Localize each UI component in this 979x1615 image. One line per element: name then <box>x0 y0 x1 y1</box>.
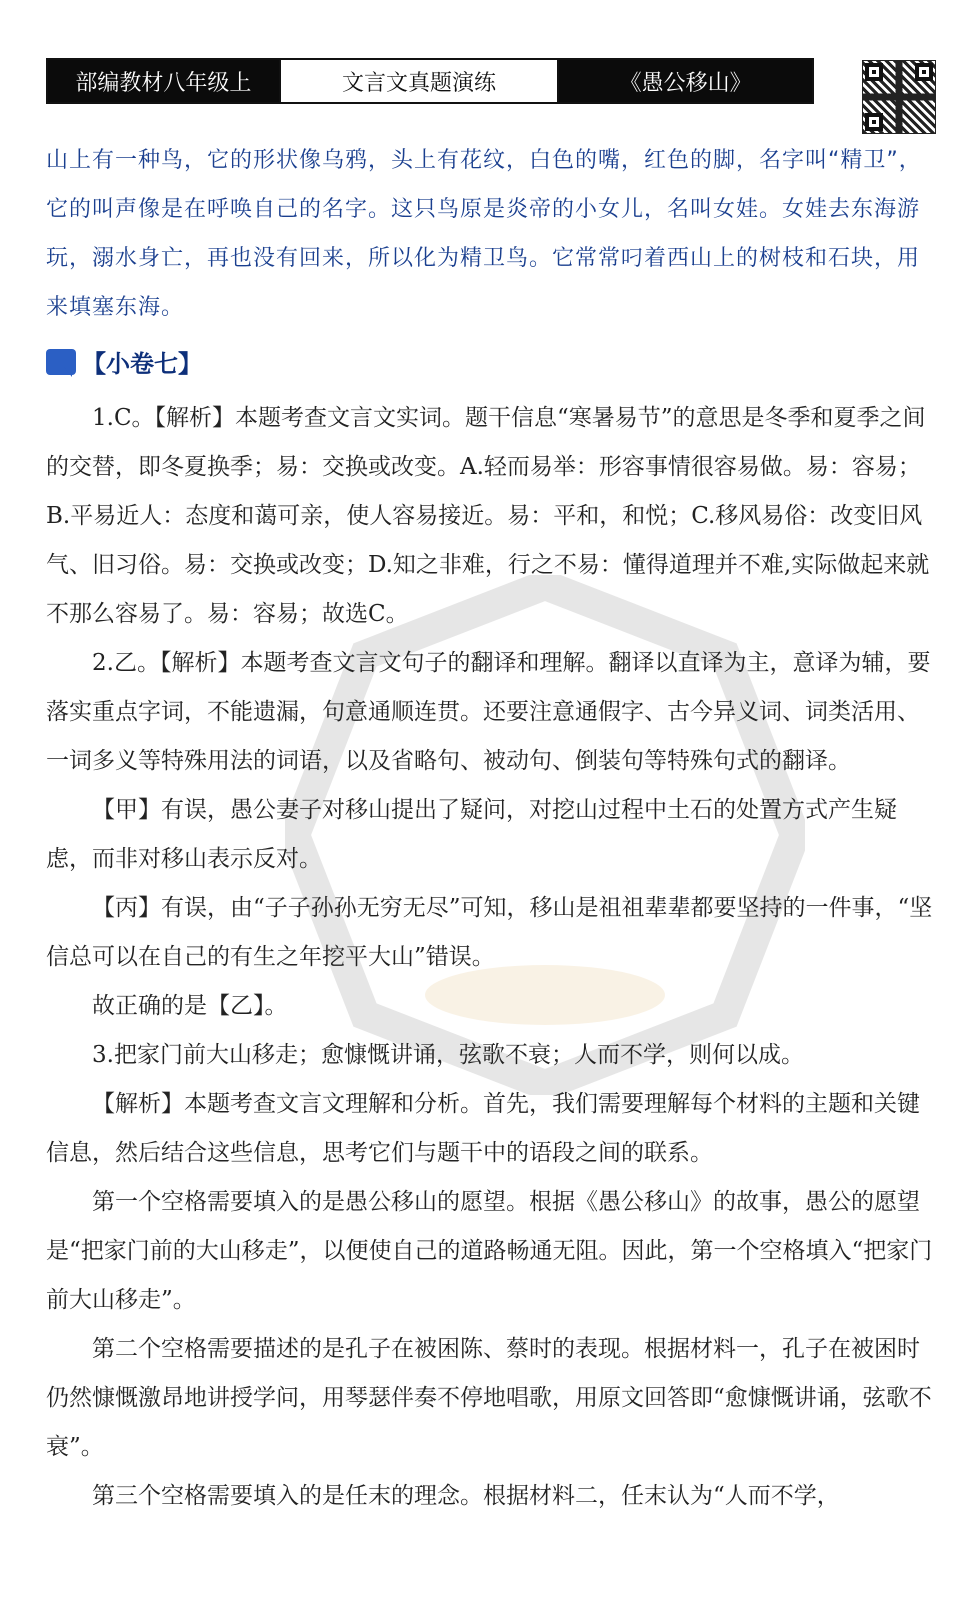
answer-paragraph: 1.C。【解析】本题考查文言文实词。题干信息“寒暑易节”的意思是冬季和夏季之间的交替，即冬夏换季；易：交换或改变。A.轻而易举：形容事情很容易做。易：容易；B.平易近人：态度和蔼可亲，使人容易接近。易：平和，和悦；C.移风易俗：改变旧风气、旧习俗。易：交换或改变；D.知之非难，行之不易：懂得道理并不难,实际做起来就不那么容易了。易：容易；故选C。 <box>46 405 930 627</box>
header-topic-label: 文言文真题演练 <box>279 60 560 102</box>
section-heading <box>46 344 202 379</box>
answer-paragraph: 故正确的是【乙】。 <box>92 993 288 1019</box>
header-grade-label: 部编教材八年级上 <box>48 60 279 102</box>
answer-paragraph: 第三个空格需要填入的是任末的理念。根据材料二，任末认为“人而不学， <box>92 1483 840 1509</box>
answer-paragraph: 【丙】有误，由“子子孙孙无穷无尽”可知，移山是祖祖辈辈都要坚持的一件事，“坚信总可以在自己的有生之年挖平大山”错误。 <box>46 895 933 970</box>
answer-paragraph: 第二个空格需要描述的是孔子在被困陈、蔡时的表现。根据材料一，孔子在被困时仍然慷慨激昂地讲授学问，用琴瑟伴奏不停地唱歌，用原文回答即“愈慷慨讲诵，弦歌不衰”。 <box>46 1336 932 1460</box>
section-title: 【小卷七】 <box>82 350 202 378</box>
qr-code-icon <box>862 60 936 134</box>
intro-translation: 山上有一种鸟，它的形状像乌鸦，头上有花纹，白色的嘴，红色的脚，名字叫“精卫”，它的叫声像是在呼唤自己的名字。这只鸟原是炎帝的小女儿，名叫女娃。女娃去东海游玩，溺水身亡，再也没有回来，所以化为精卫鸟。它常常叼着西山上的树枝和石块，用来填塞东海。 <box>46 148 922 320</box>
answer-paragraph: 第一个空格需要填入的是愚公移山的愿望。根据《愚公移山》的故事，愚公的愿望是“把家门前的大山移走”，以便使自己的道路畅通无阻。因此，第一个空格填入“把家门前大山移走”。 <box>46 1189 933 1313</box>
answer-paragraph: 2.乙。【解析】本题考查文言文句子的翻译和理解。翻译以直译为主，意译为辅，要落实重点字词，不能遗漏，句意通顺连贯。还要注意通假字、古今异义词、词类活用、一词多义等特殊用法的词语，以及省略句、被动句、倒装句等特殊句式的翻译。 <box>46 650 931 774</box>
answer-paragraph: 【解析】本题考查文言文理解和分析。首先，我们需要理解每个材料的主题和关键信息，然后结合这些信息，思考它们与题干中的语段之间的联系。 <box>46 1091 920 1166</box>
answer-body <box>46 394 934 1521</box>
speech-bubble-icon <box>46 349 76 375</box>
header-title-label: 《愚公移山》 <box>559 60 812 102</box>
header-bar <box>46 58 814 104</box>
answer-paragraph: 3.把家门前大山移走；愈慷慨讲诵，弦歌不衰；人而不学，则何以成。 <box>92 1042 804 1068</box>
answer-paragraph: 【甲】有误，愚公妻子对移山提出了疑问，对挖山过程中土石的处置方式产生疑虑，而非对移山表示反对。 <box>46 797 897 872</box>
